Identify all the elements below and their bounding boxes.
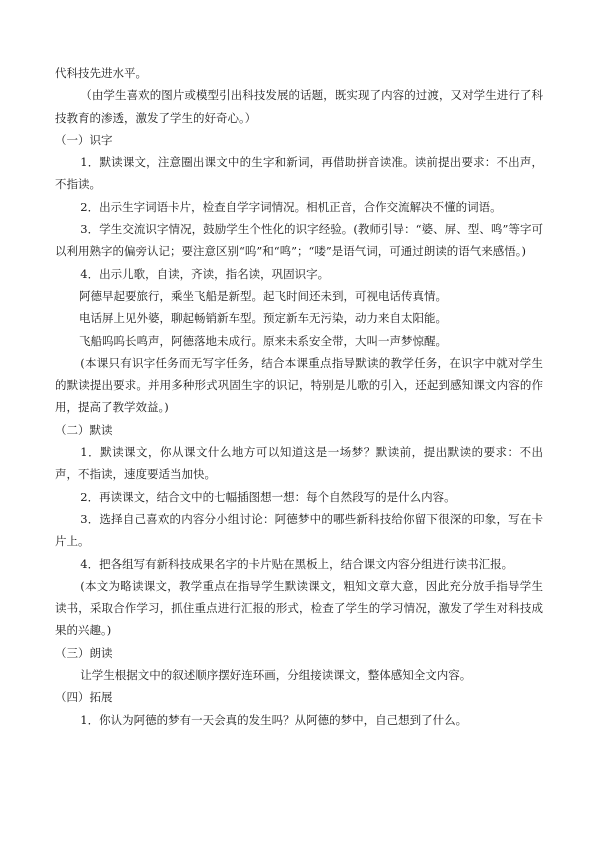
- paragraph: 4．把各组写有新科技成果名字的卡片贴在黑板上，结合课文内容分组进行读书汇报。: [80, 556, 514, 571]
- rhyme-line: 阿德早起要旅行，乘坐飞船是新型。起飞时间还未到，可视电话传真情。: [79, 288, 447, 303]
- section-heading: （四）拓展: [55, 690, 113, 705]
- section-heading: （一）识字: [55, 132, 113, 147]
- document-body: [55, 62, 543, 731]
- section-heading: （二）默读: [55, 422, 113, 437]
- paragraph: 3．选择自己喜欢的内容分小组讨论：阿德梦中的哪些新科技给你留下很深的印象，写在卡片上。: [55, 511, 543, 549]
- rhyme-line: 飞船呜呜长鸣声，阿德落地未成行。原来未系安全带，大叫一声梦惊醒。: [79, 333, 447, 348]
- paragraph: 2．出示生字词语卡片，检查自学字词情况。相机正音，合作交流解决不懂的词语。: [80, 199, 502, 214]
- paragraph: 1．默读课文，注意圈出课文中的生字和新词，再借助拼音读准。读前提出要求：不出声，不指读。: [55, 155, 543, 192]
- paragraph: 让学生根据文中的叙述顺序摆好连环画，分组接读课文，整体感知全文内容。: [80, 668, 472, 683]
- paragraph: （由学生喜欢的图片或模型引出科技发展的话题，既实现了内容的过渡，又对学生进行了科技教育的渗透，激发了学生的好奇心。）: [55, 88, 543, 125]
- paragraph: (本课只有识字任务而无写字任务，结合本课重点指导默读的教学任务，在识字中就对学生的默读提出要求。并用多种形式巩固生字的识记，特别是儿歌的引入，还起到感知课文内容的作用，提高了教学效益。): [55, 355, 543, 415]
- paragraph: 代科技先进水平。: [55, 66, 147, 80]
- paragraph: 4．出示儿歌，自读，齐读，指名读，巩固识字。: [80, 266, 330, 281]
- paragraph: 3．学生交流识字情况，鼓励学生个性化的识字经验。(教师引导：“婆、屏、型、鸣”等字可以利用熟字的偏旁认记；要注意区别“呜”和“鸣”；“喽”是语气词，可通过朗读的语气来感悟。): [55, 222, 543, 259]
- rhyme-line: 电话屏上见外婆，聊起畅销新车型。预定新车无污染，动力来自太阳能。: [79, 311, 447, 326]
- paragraph: 2．再读课文，结合文中的七幅插图想一想：每个自然段写的是什么内容。: [80, 489, 456, 504]
- paragraph: (本文为略读课文，教学重点在指导学生默读课文，粗知文章大意，因此充分放手指导学生读书，采取合作学习，抓住重点进行汇报的形式，检查了学生的学习情况，激发了学生对科技成果的兴趣。): [55, 578, 543, 638]
- paragraph: 1．默读课文，你从课文什么地方可以知道这是一场梦？默读前，提出默读的要求：不出声，不指读，速度要适当加快。: [55, 445, 543, 482]
- section-heading: （三）朗读: [55, 645, 113, 660]
- paragraph: 1．你认为阿德的梦有一天会真的发生吗？从阿德的梦中，自己想到了什么。: [80, 712, 468, 727]
